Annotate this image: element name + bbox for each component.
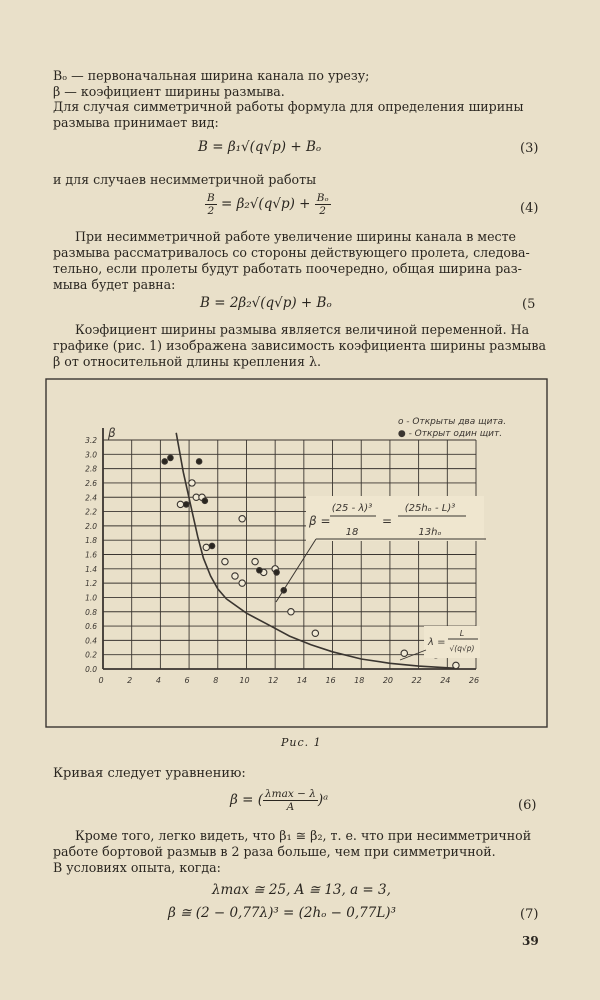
text-line: Bₒ — первоначальная ширина канала по урезу; [53,68,370,83]
text-line: В условиях опыта, когда: [53,860,221,875]
equation-number: (4) [520,201,539,216]
lambda-def-num: L [459,629,465,638]
lambda-def-lhs: λ = [428,637,446,648]
text-line: работе бортовой размыв в 2 раза больше, чем при симметричной. [53,844,496,859]
formula-a-num: (25 - λ)³ [331,503,373,514]
y-tick-label: 2.6 [85,478,97,488]
data-point-filled [209,543,215,549]
equation-5: B = 2β₂√(q√p) + Bₒ [200,295,332,311]
equation-number: (3) [520,141,539,156]
formula-lhs: β = [309,514,331,528]
page-number: 39 [522,934,539,948]
data-point-open [312,630,318,636]
data-point-open [453,662,459,668]
data-point-open [189,480,195,486]
x-tick-label: 8 [213,676,219,685]
x-tick-label: 22 [411,676,422,685]
data-point-open [232,573,238,579]
eq4-rhs-den: 2 [319,205,326,217]
formula-pointer [276,539,316,602]
y-tick-label: 0.8 [85,607,97,617]
x-tick-label: 18 [354,676,365,685]
data-point-open [288,609,294,615]
equation-number: (6) [518,798,537,813]
grid [103,440,476,669]
y-tick-label: 1.8 [85,536,97,546]
x-tick-label: 24 [440,676,451,685]
formula-b-num: (25hₒ - L)³ [404,503,456,514]
formula-a-den: 18 [345,527,359,538]
y-tick-label: 2.0 [85,521,97,531]
data-point-filled [202,498,208,504]
formula-b-den: 13hₒ [418,527,442,538]
eq6-rhs: )ᵃ [317,792,329,808]
y-tick-label: 3.2 [85,436,97,445]
eq4-rhs-num: Bₒ [316,192,329,204]
text-line: Кривая следует уравнению: [53,766,246,781]
text-line: β от относительной длины крепления λ. [53,354,321,369]
text-line: тельно, если пролеты будут работать поочередно, общая ширина раз- [53,261,522,276]
data-point-filled [162,459,168,465]
y-tick-label: 2.2 [85,507,97,517]
eq6-den: A [286,801,295,813]
data-point-open [203,544,209,550]
y-tick-label: 2.4 [85,493,97,503]
y-tick-label: 1.2 [85,579,97,589]
x-tick-label: 12 [268,676,279,685]
data-point-open [177,501,183,507]
x-tick-label: 6 [184,676,190,685]
lambda-def-den: √(q√p) [449,644,475,653]
eq4-lhs-den: 2 [207,205,215,217]
equation-number: (5 [522,297,536,312]
y-tick-label: 0.4 [85,636,97,646]
data-point-open [401,650,407,656]
data-point-filled [274,570,280,576]
text-line: мыва будет равна: [53,277,176,292]
y-tick-label: 0.0 [85,665,97,674]
data-point-open [239,580,245,586]
equation-7: β ≅ (2 − 0,77λ)³ = (2hₒ − 0,77L)³ [168,905,396,921]
condition-line: λmax ≅ 25, A ≅ 13, a = 3, [212,882,391,898]
fit-curve-upper [176,433,226,599]
x-tick-label: 14 [296,676,307,685]
x-tick-label: 10 [239,676,250,685]
x-tick-label: 16 [325,676,336,685]
equation-number: (7) [520,907,539,922]
data-point-open [239,516,245,522]
legend-open-circles: о - Открыты два щита. [397,417,507,427]
y-tick-label: 1.0 [85,593,97,603]
data-point-filled [196,459,202,465]
eq4-lhs-num: B [207,192,215,204]
data-point-filled [183,502,189,508]
data-point-filled [257,567,263,573]
equation-3: B = β₁√(q√p) + Bₒ [198,139,322,155]
text-line: β — коэфициент ширины размыва. [53,84,285,99]
y-tick-label: 0.6 [85,622,97,632]
text-line: размыва принимает вид: [53,115,219,130]
x-tick-label: 2 [127,676,133,685]
equation-6 [230,788,328,813]
eq4-mid: = β₂√(q√p) + [221,196,311,212]
text-line: Для случая симметричной работы формула для определения ширины [53,99,524,114]
text-line: Коэфициент ширины размыва является величиной переменной. На [75,322,530,337]
fit-curve-lower [226,599,456,668]
x-tick-label: 20 [382,676,394,685]
x-tick-label: 26 [468,676,480,685]
formula-eq: = [382,514,393,528]
y-tick-label: 2.8 [85,464,97,474]
text-line: размыва рассматривалось со стороны действующего пролета, следова- [53,245,530,260]
figure-caption: Рис. 1 [281,736,322,749]
text-line: При несимметричной работе увеличение ширины канала в месте [75,229,517,244]
text-line: и для случаев несимметричной работы [53,172,317,187]
data-point-open [222,558,228,564]
y-tick-label: 1.6 [85,550,97,560]
text-line: Кроме того, легко видеть, что β₁ ≅ β₂, т. е. что при несимметричной [75,828,532,843]
y-tick-label: 3.0 [85,450,97,460]
y-axis-label: β [108,426,116,440]
text-line: графике (рис. 1) изображена зависимость коэфициента ширины размыва [53,338,547,353]
x-tick-label: 4 [155,676,161,685]
legend-filled-circles: ● - Открыт один щит. [397,429,503,439]
x-tick-label: 0 [98,676,104,685]
data-point-open [252,558,258,564]
eq6-lhs: β = ( [230,792,263,808]
data-point-filled [168,455,174,461]
y-tick-label: 0.2 [85,650,97,660]
eq6-num: λmax − λ [264,788,316,800]
y-tick-label: 1.4 [85,564,97,574]
